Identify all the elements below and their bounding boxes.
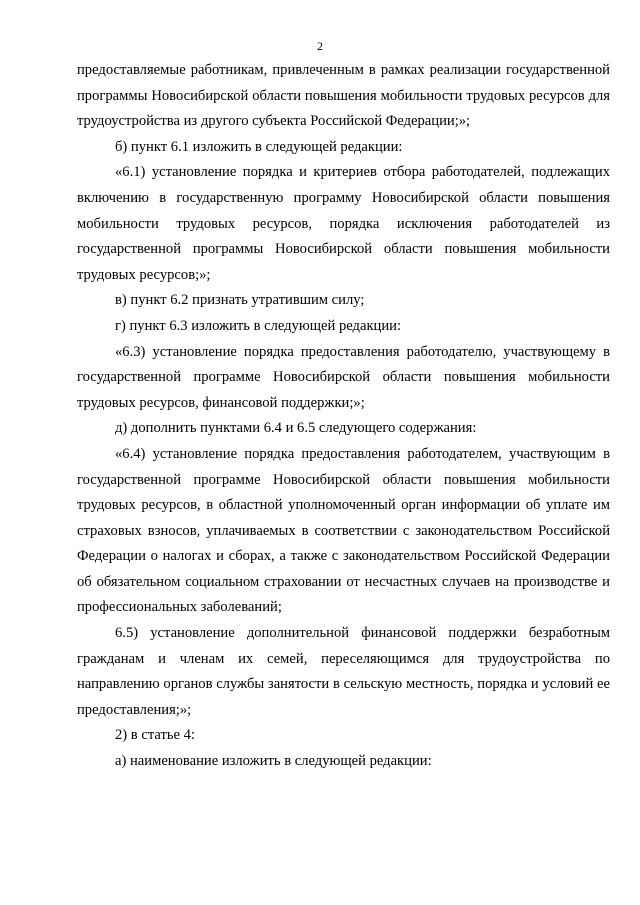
paragraph-5: г) пункт 6.3 изложить в следующей редакции: — [115, 317, 402, 334]
paragraph-4: в) пункт 6.2 признать утратившим силу; — [115, 292, 365, 309]
page-number: 2 — [317, 39, 323, 53]
document-body — [77, 58, 610, 775]
paragraph-8: «6.4) установление порядка предоставления работодателем, участвующим в государственной программе Новосибирской области повышения мобильности трудовых ресурсов, в областной уполномоченный орган информации об уплате им страховых взносов, уплачиваемых в соответствии с законодательством Российской Федерации о налогах и сборах, а также с законодательством Российской Федерации об обязательном социальном страховании от несчастных случаев на производстве и профессиональных заболеваний; — [77, 445, 610, 616]
paragraph-1: предоставляемые работникам, привлеченным в рамках реализации государственной программы Новосибирской области повышения мобильности трудовых ресурсов для трудоустройства из другого субъекта Российской Федерации;»; — [77, 62, 610, 130]
paragraph-9: 6.5) установление дополнительной финансовой поддержки безработным гражданам и членам их семей, переселяющимся для трудоустройства по направлению органов службы занятости в сельскую местность, порядка и условий ее предоставления;»; — [77, 625, 610, 718]
paragraph-3: «6.1) установление порядка и критериев отбора работодателей, подлежащих включению в государственную программу Новосибирской области повышения мобильности трудовых ресурсов, порядка исключения работодателей из государственной программы Новосибирской области повышения мобильности трудовых ресурсов;»; — [77, 164, 610, 283]
paragraph-11: а) наименование изложить в следующей редакции: — [115, 753, 432, 770]
paragraph-2: б) пункт 6.1 изложить в следующей редакции: — [115, 138, 403, 155]
paragraph-7: д) дополнить пунктами 6.4 и 6.5 следующего содержания: — [115, 420, 477, 437]
paragraph-6: «6.3) установление порядка предоставления работодателю, участвующему в государственной программе Новосибирской области повышения мобильности трудовых ресурсов, финансовой поддержки;»; — [77, 343, 610, 411]
paragraph-10: 2) в статье 4: — [115, 727, 195, 744]
